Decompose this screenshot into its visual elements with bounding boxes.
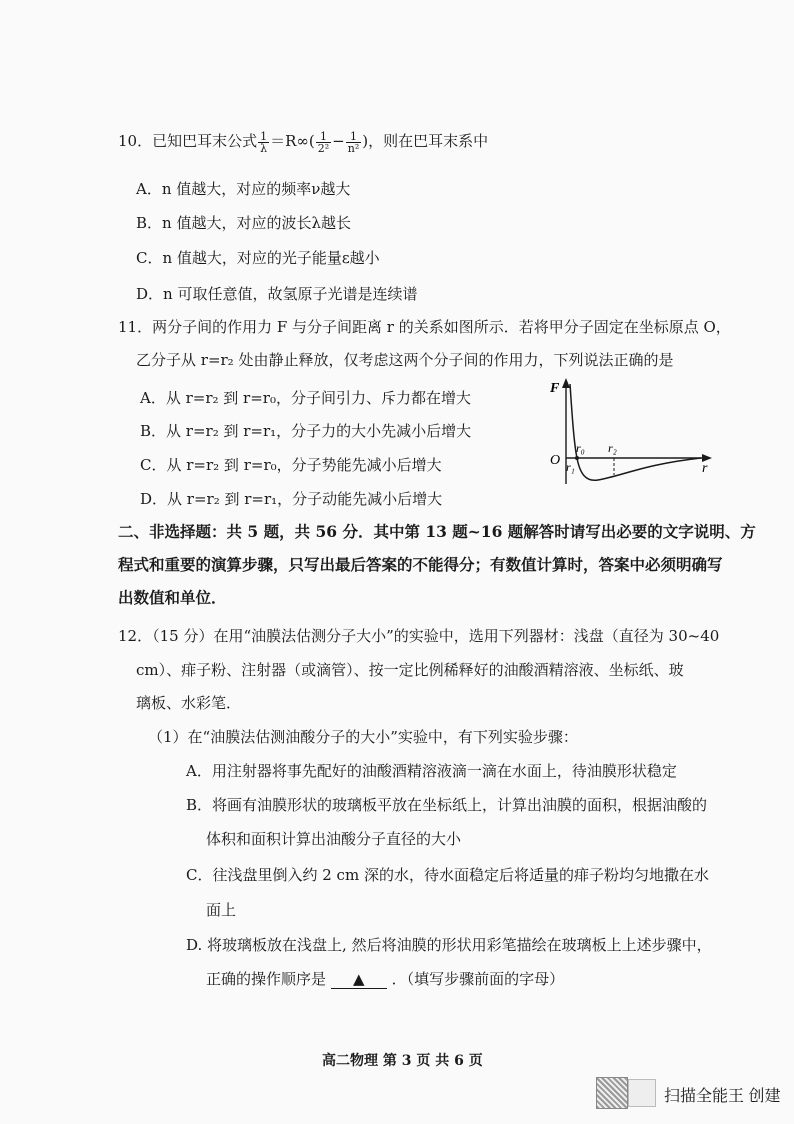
y-axis-label: F <box>550 381 560 396</box>
force-distance-graph <box>536 374 716 490</box>
q12-step-b-line2: 体积和面积计算出油酸分子直径的大小 <box>206 830 462 848</box>
q12-line3: 璃板、水彩笔． <box>136 694 242 712</box>
q11-option-a: A．从 r=r₂ 到 r=r₀，分子间引力、斥力都在增大 <box>140 389 471 407</box>
q12-step-c-line1: C．往浅盘里倒入约 2 cm 深的水，待水面稳定后将适量的痱子粉均匀地撒在水 <box>186 866 709 884</box>
q12-step-b-line1: B．将画有油膜形状的玻璃板平放在坐标纸上，计算出油膜的面积，根据油酸的 <box>186 796 708 814</box>
q11-option-b: B．从 r=r₂ 到 r=r₁，分子力的大小先减小后增大 <box>140 422 472 440</box>
r2-label: r₂ <box>608 441 617 455</box>
q11-option-d: D．从 r=r₂ 到 r=r₁，分子动能先减小后增大 <box>140 490 443 508</box>
q12-line2: cm）、痱子粉、注射器（或滴管）、按一定比例稀释好的油酸酒精溶液、坐标纸、玻 <box>136 661 684 679</box>
r0-point <box>575 456 579 460</box>
scanner-app-logo <box>628 1079 656 1107</box>
q12-step-a: A．用注射器将事先配好的油酸酒精溶液滴一滴在水面上，待油膜形状稳定 <box>186 762 677 780</box>
formula-lhs: $\frac{1}{\lambda}$ <box>260 129 268 155</box>
q10-stem <box>118 130 488 154</box>
scanner-watermark: 扫描全能王 创建 <box>664 1088 781 1105</box>
section2-line1: 二、非选择题：共 5 题，共 56 分．其中第 13 题~16 题解答时请写出必要的文字说明、方 <box>118 522 756 541</box>
q12-step-d-line1: D. 将玻璃板放在浅盘上, 然后将油膜的形状用彩笔描绘在玻璃板上上述步骤中， <box>186 936 712 954</box>
formula-term2: $\frac{1}{\text{n²}}$ <box>347 129 360 155</box>
r1-label: r₁ <box>566 460 575 474</box>
q11-stem-line1: 11．两分子间的作用力 F 与分子间距离 r 的关系如图所示．若将甲分子固定在坐标原点 O， <box>118 318 731 336</box>
q10-option-d: D．n 可取任意值，故氢原子光谱是连续谱 <box>136 285 418 303</box>
x-axis-label: r <box>702 461 708 476</box>
scanner-qr-logo <box>596 1077 628 1109</box>
answer-blank: ▲ <box>331 970 387 989</box>
q10-option-c: C．n 值越大，对应的光子能量ε越小 <box>136 249 380 267</box>
section2-line3: 出数值和单位． <box>118 588 227 607</box>
q12-step-d-line2 <box>206 968 564 989</box>
r0-label: r₀ <box>576 441 585 455</box>
q12-step-d-suffix: ．（填写步骤前面的字母） <box>391 970 565 988</box>
formula-term1: $\frac{1}{\text{2²}}$ <box>317 129 330 155</box>
q10-option-b: B．n 值越大，对应的波长λ越长 <box>136 214 351 232</box>
x-axis <box>566 454 712 462</box>
q10-stem-prefix: 10．已知巴耳末公式 <box>118 132 258 150</box>
formula-eq: ＝R∞( <box>270 132 315 150</box>
q11-option-c: C．从 r=r₂ 到 r=r₀，分子势能先减小后增大 <box>140 456 442 474</box>
formula-minus: − <box>332 132 345 150</box>
page-footer: 高二物理 第 3 页 共 6 页 <box>322 1053 483 1069</box>
q12-step-c-line2: 面上 <box>206 901 237 919</box>
force-curve <box>570 384 701 480</box>
q10-option-a: A．n 值越大，对应的频率ν越大 <box>136 180 351 198</box>
q12-line1: 12．（15 分）在用“油膜法估测分子大小”的实验中，选用下列器材：浅盘（直径为 30~40 <box>118 627 720 645</box>
q10-stem-suffix: ，则在巴耳末系中 <box>368 132 489 150</box>
q12-step-d-prefix: 正确的操作顺序是 <box>206 970 327 988</box>
q11-stem-line2: 乙分子从 r=r₂ 处由静止释放，仅考虑这两个分子间的作用力，下列说法正确的是 <box>136 351 674 369</box>
q12-part1: （1）在“油膜法估测油酸分子的大小”实验中，有下列实验步骤： <box>148 728 578 746</box>
section2-line2: 程式和重要的演算步骤，只写出最后答案的不能得分；有数值计算时，答案中必须明确写 <box>118 555 723 574</box>
origin-label: O <box>550 453 561 468</box>
formula-close: ) <box>362 132 369 150</box>
